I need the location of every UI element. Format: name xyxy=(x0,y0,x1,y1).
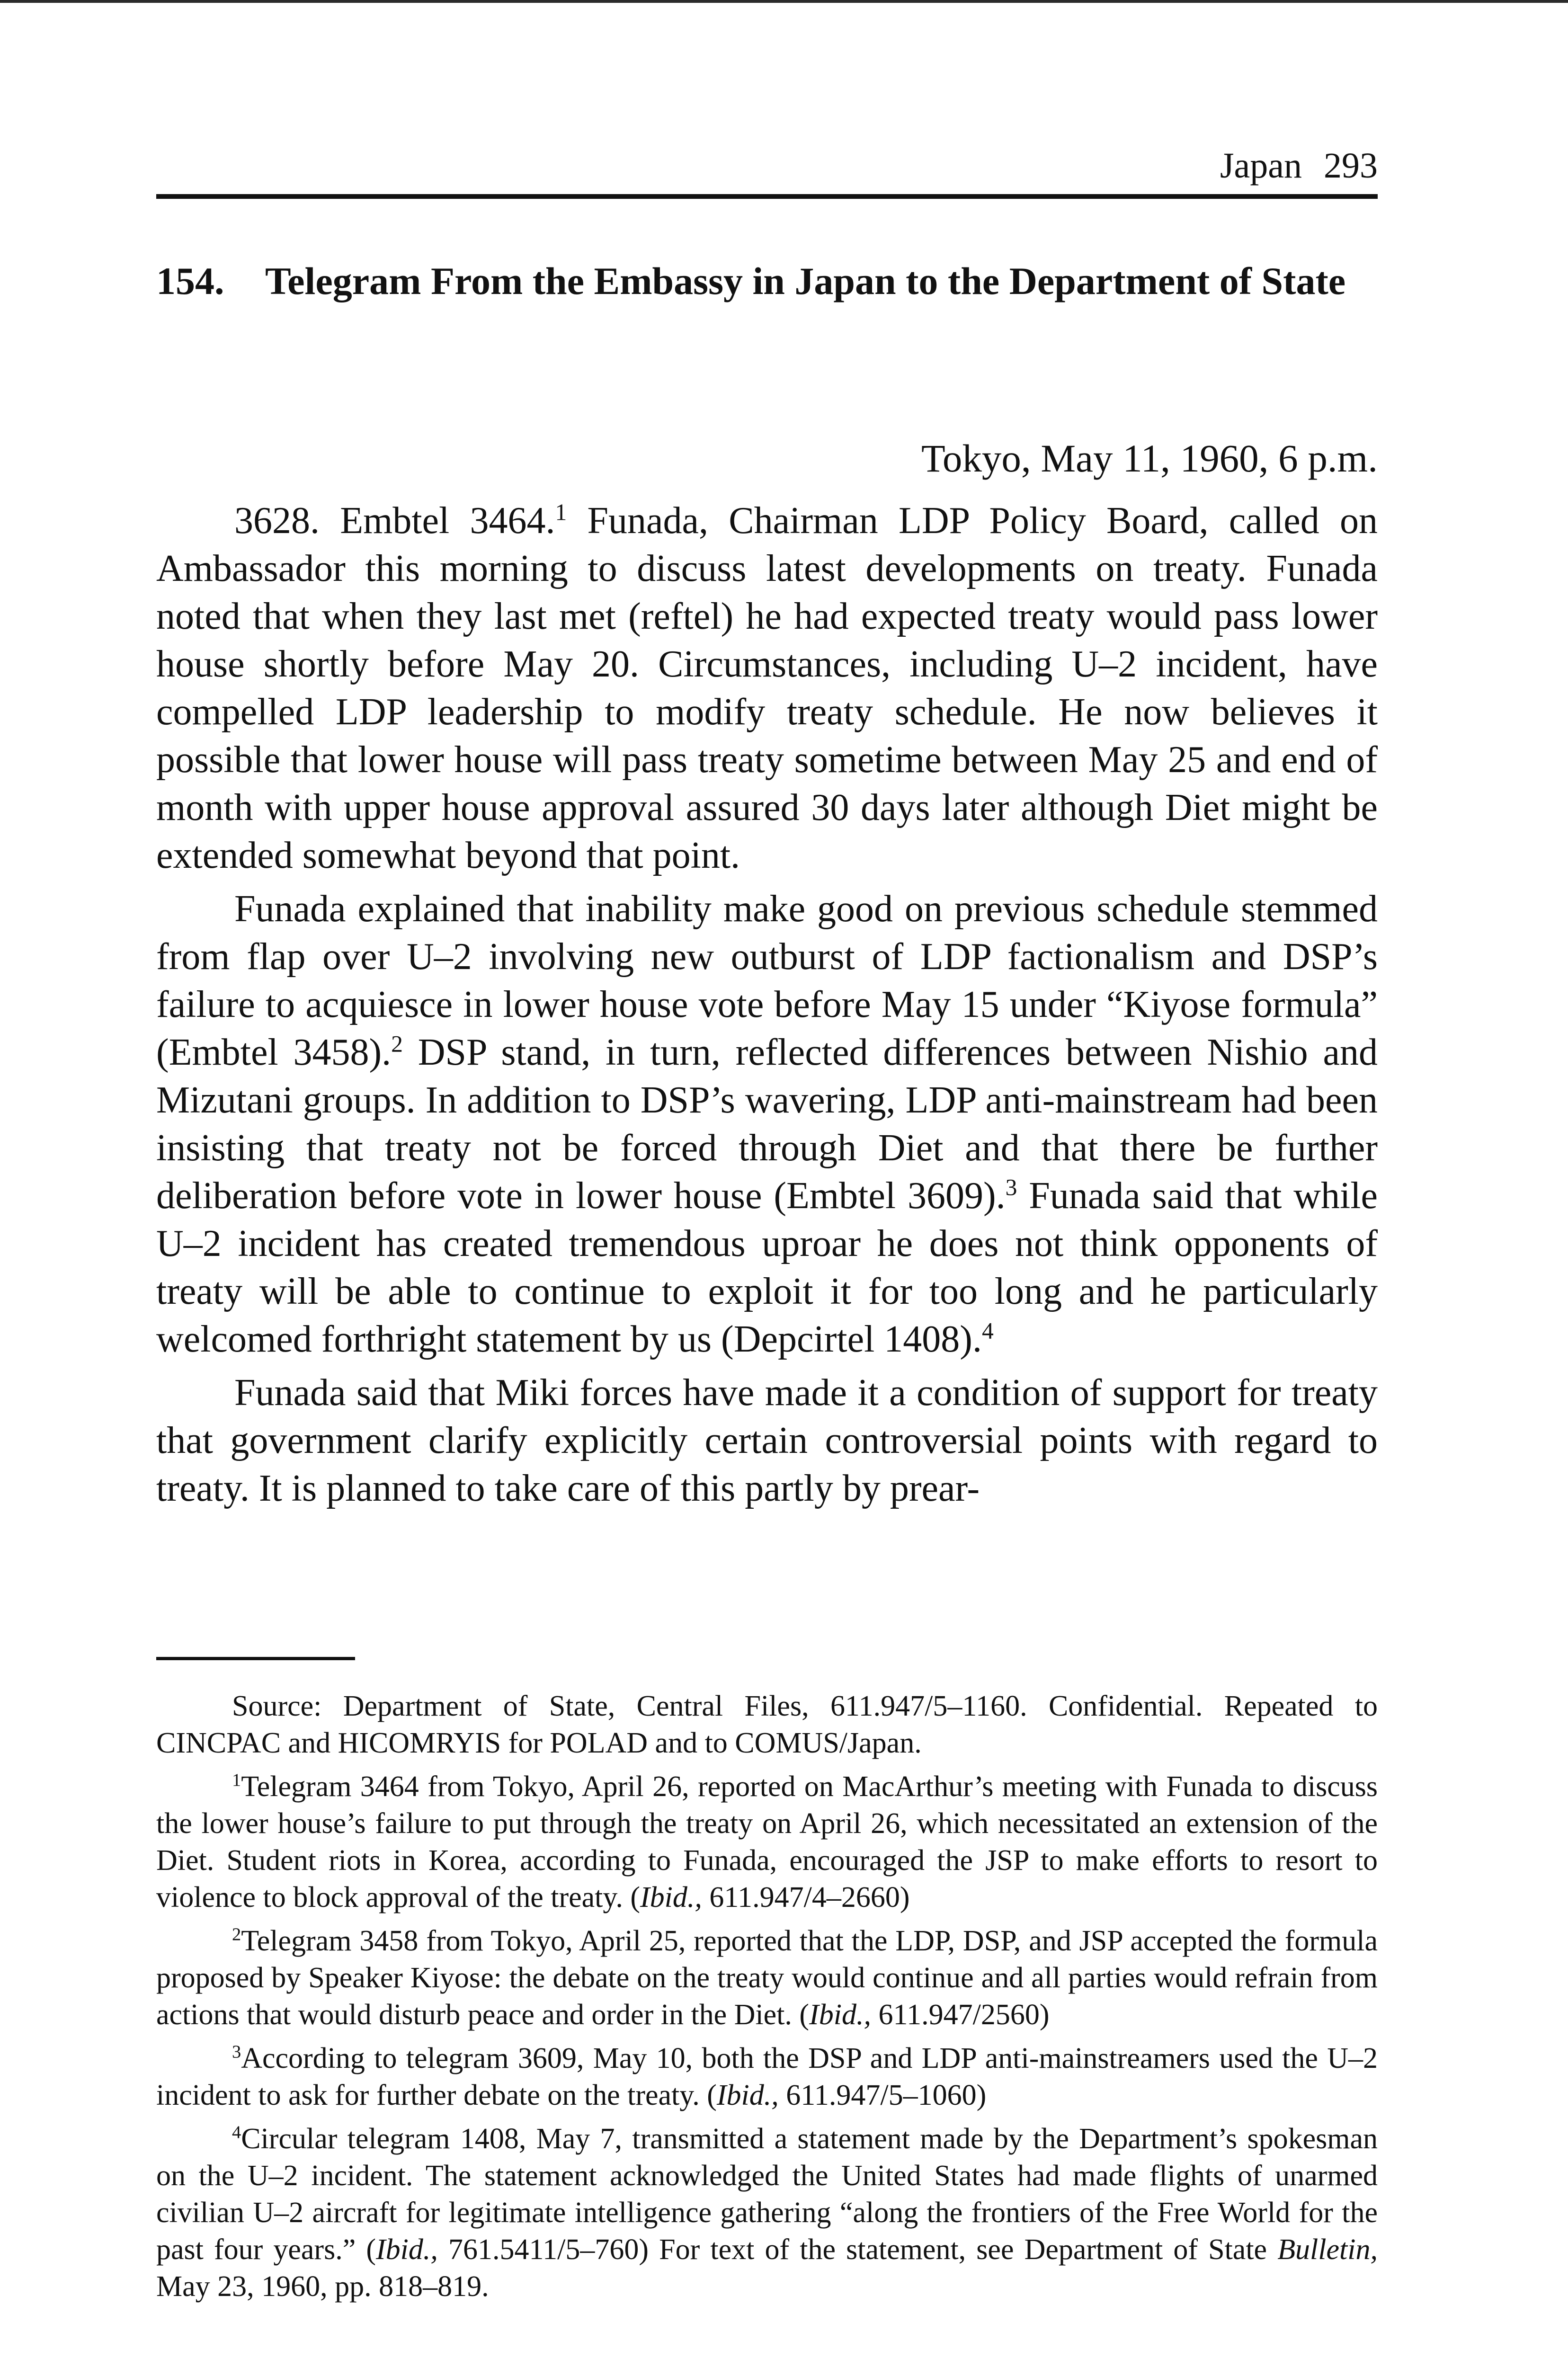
footnote-marker: 4 xyxy=(232,2122,241,2143)
footnote-ref-1: 1 xyxy=(555,499,567,525)
footnote-rule xyxy=(156,1657,355,1660)
footnotes xyxy=(156,1688,1378,2310)
page-number: 293 xyxy=(1324,146,1378,186)
footnote-ref-2: 2 xyxy=(391,1031,403,1057)
footnote-marker: 3 xyxy=(232,2042,241,2062)
footnote-4: $^4$Circular telegram 1408, May 7, transmitted a statement made by the Department’s spokesman on the U–2 incident. The statement acknowledged the United States had made flights of unarmed civilian U–2 aircraft for legitimate intelligence gathering “along the frontiers of the Free World for the past four years.” (Ibid., 761.5411/5–760) For text of the statement, see Department of State Bulletin, May 23, 1960, pp. 818–819. xyxy=(156,2122,1378,2303)
body-paragraph-2: Funada explained that inability make good on previous schedule stemmed from flap over U–2 involving new outburst of LDP factionalism and DSP’s failure to acquiesce in lower house vote before May 15 under “Kiyose formula” (Embtel 3458).$^2$ DSP stand, in turn, reflected differences between Nishio and Mizutani groups. In addition to DSP’s wavering, LDP anti-mainstream had been insisting that treaty not be forced through Diet and that there be further deliberation before vote in lower house (Embtel 3609).$^3$ Funada said that while U–2 incident has created tremendous uproar he does not think opponents of treaty will be able to continue to exploit it for too long and he particularly welcomed forthright statement by us (Depcirtel 1408).$^4$ xyxy=(156,888,1378,1360)
footnote-1: $^1$Telegram 3464 from Tokyo, April 26, reported on MacArthur’s meeting with Funada to discuss the lower house’s failure to put through the treaty on April 26, which necessitated an extension of the Diet. Student riots in Korea, according to Funada, encouraged the JSP to make efforts to resort to violence to block approval of the treaty. (Ibid., 611.947/4–2660) xyxy=(156,1770,1378,1913)
footnote-marker: 1 xyxy=(232,1770,241,1790)
body-paragraph-1: 3628. Embtel 3464.$^1$ Funada, Chairman LDP Policy Board, called on Ambassador this morning to discuss latest developments on treaty. Funada noted that when they last met (reftel) he had expected treaty would pass lower house shortly before May 20. Circumstances, including U–2 incident, have compelled LDP leadership to modify treaty schedule. He now believes it possible that lower house will pass treaty sometime between May 25 and end of month with upper house approval assured 30 days later although Diet might be extended somewhat beyond that point. xyxy=(156,499,1378,876)
footnote-ref-3: 3 xyxy=(1005,1174,1017,1201)
scan-top-edge xyxy=(0,0,1568,3)
document-title: Telegram From the Embassy in Japan to the Department of State xyxy=(265,259,1346,303)
telegram-body xyxy=(156,497,1378,1518)
running-head xyxy=(156,142,1378,199)
footnote-3: $^3$According to telegram 3609, May 10, both the DSP and LDP anti-mainstreamers used the U–2 incident to ask for further debate on the treaty. (Ibid., 611.947/5–1060) xyxy=(156,2042,1378,2111)
header-rule xyxy=(156,194,1378,199)
source-note: Source: Department of State, Central Files, 611.947/5–1160. Confidential. Repeated to CINCPAC and HICOMRYIS for POLAD and to COMUS/Japan. xyxy=(156,1690,1378,1759)
running-head-text xyxy=(1220,142,1378,189)
body-paragraph-3: Funada said that Miki forces have made it a condition of support for treaty that government clarify explicitly certain controversial points with regard to treaty. It is planned to take care of this partly by prear- xyxy=(156,1372,1378,1509)
document-number: 154. xyxy=(156,259,224,303)
footnote-marker: 2 xyxy=(232,1924,241,1945)
running-head-section: Japan xyxy=(1220,146,1302,186)
footnote-2: $^2$Telegram 3458 from Tokyo, April 25, reported that the LDP, DSP, and JSP accepted the formula proposed by Speaker Kiyose: the debate on the treaty would continue and all parties would refrain from actions that would disturb peace and order in the Diet. (Ibid., 611.947/2560) xyxy=(156,1924,1378,2031)
dateline: Tokyo, May 11, 1960, 6 p.m. xyxy=(921,436,1378,480)
footnote-ref-4: 4 xyxy=(981,1317,994,1344)
